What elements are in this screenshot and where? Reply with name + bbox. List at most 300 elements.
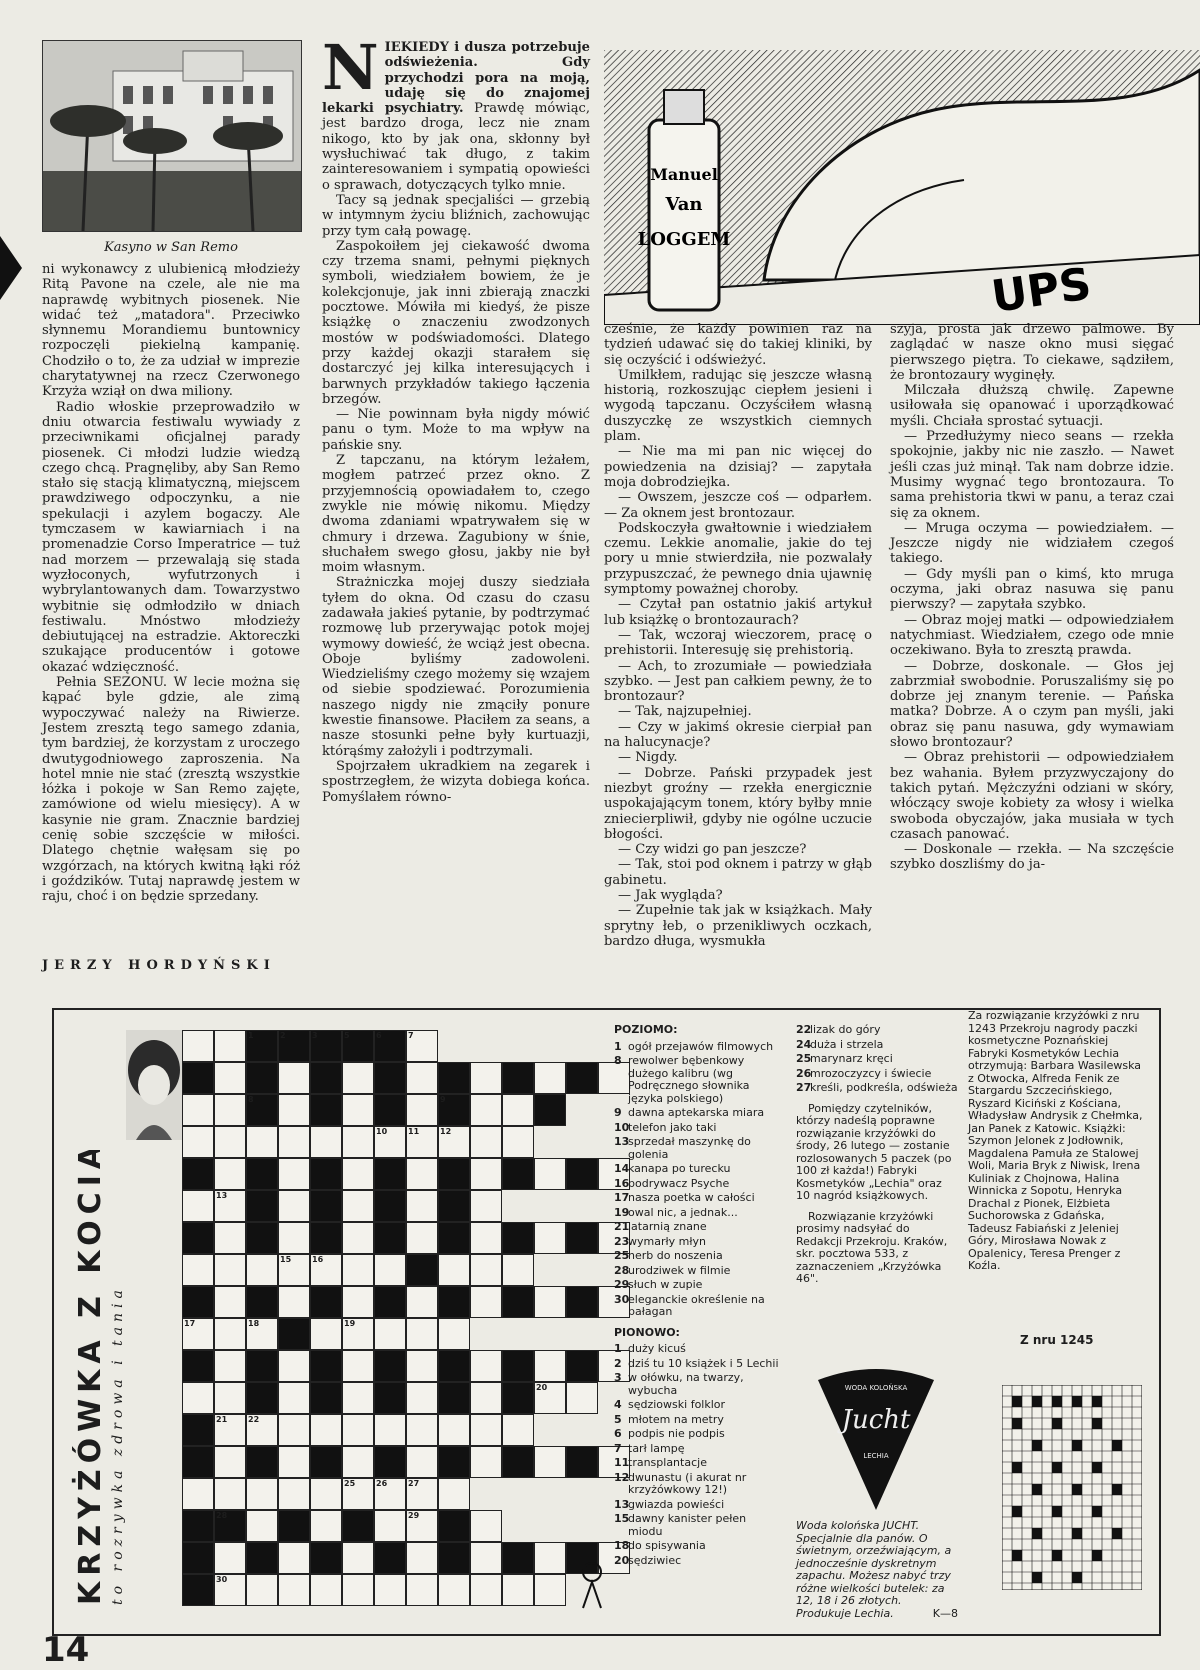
- story-paragraph: — Doskonale — rzekła. — Na szczęście szybko doszliśmy do ja-: [890, 842, 1174, 873]
- cell-number: 15: [280, 1255, 292, 1264]
- crossword-cell[interactable]: [470, 1574, 502, 1606]
- clue-item: [614, 1107, 784, 1120]
- winners-list: [968, 1010, 1144, 1273]
- clue-text: sędziwiec: [628, 1553, 682, 1567]
- crossword-cell[interactable]: [278, 1126, 310, 1158]
- crossword-cell[interactable]: [342, 1126, 374, 1158]
- poziomo-heading: POZIOMO:: [614, 1023, 678, 1036]
- clue-number: 25: [796, 1052, 812, 1065]
- page-arrow-marker: [0, 236, 22, 300]
- crossword-cell[interactable]: [470, 1350, 502, 1382]
- crossword-cell[interactable]: [406, 1382, 438, 1414]
- crossword-cell[interactable]: [566, 1382, 598, 1414]
- crossword-cell[interactable]: [470, 1094, 502, 1126]
- crossword-cell[interactable]: [342, 1414, 374, 1446]
- crossword-cell[interactable]: [534, 1446, 566, 1478]
- clue-item: [614, 1250, 784, 1263]
- crossword-cell[interactable]: [502, 1574, 534, 1606]
- black-square: [246, 1446, 278, 1478]
- black-square: [342, 1030, 374, 1062]
- crossword-cell[interactable]: [534, 1350, 566, 1382]
- story-lead: IEKIEDY i dusza potrzebuje odświeżenia. Gdy przychodzi pora na moją, udaję się do znajomej lekarki psychiatry.: [322, 40, 590, 117]
- story-paragraph: — Tak, stoi pod oknem i patrzy w głąb gabinetu.: [604, 857, 872, 888]
- crossword-cell[interactable]: [246, 1574, 278, 1606]
- black-square: [310, 1158, 342, 1190]
- crossword-cell[interactable]: [278, 1382, 310, 1414]
- crossword-cell[interactable]: [214, 1030, 246, 1062]
- clue-number: 23: [614, 1234, 630, 1248]
- crossword-cell[interactable]: [502, 1094, 534, 1126]
- crossword-cell[interactable]: [406, 1062, 438, 1094]
- crossword-cell[interactable]: [342, 1286, 374, 1318]
- crossword-cell[interactable]: [374, 1414, 406, 1446]
- crossword-cell[interactable]: [182, 1254, 214, 1286]
- cell-number: 8: [248, 1095, 254, 1104]
- crossword-cell[interactable]: [502, 1126, 534, 1158]
- black-square: [310, 1222, 342, 1254]
- crossword-cell[interactable]: [310, 1574, 342, 1606]
- story-paragraph: — Tak, najzupełniej.: [618, 704, 752, 720]
- crossword-cell[interactable]: [214, 1478, 246, 1510]
- cell-number: 10: [376, 1127, 388, 1136]
- cell-number: 25: [344, 1479, 356, 1488]
- cell-number: 27: [408, 1479, 420, 1488]
- clue-item: [614, 1163, 784, 1176]
- clue-text: słuch w zupie: [628, 1278, 703, 1291]
- clue-number: 26: [796, 1066, 812, 1080]
- crossword-cell[interactable]: [214, 1414, 246, 1446]
- crossword-title-vertical: [70, 1150, 130, 1610]
- crossword-cell[interactable]: [278, 1478, 310, 1510]
- crossword-cell[interactable]: [342, 1094, 374, 1126]
- crossword-cell[interactable]: [278, 1350, 310, 1382]
- black-square: [182, 1350, 214, 1382]
- story-paragraph: Tacy są jednak specjaliści — grzebią w intymnym życiu bliźnich, zachowując przy tym całą powagę.: [322, 192, 590, 239]
- crossword-cell[interactable]: [182, 1318, 214, 1350]
- crossword-cell[interactable]: [214, 1222, 246, 1254]
- story-paragraph: — Przedłużymy nieco seans — rzekła spokojnie, jakby nic nie zaszło. — Nawet jeśli czas już minął. Tak nam dobrze idzie. Musimy wygnać tego brontozaura. To sama prehistoria tkwi w panu, a teraz czai się za oknem.: [890, 429, 1174, 521]
- black-square: [246, 1350, 278, 1382]
- clue-item: [614, 1041, 784, 1054]
- story-paragraph: szyja, prosta jak drzewo palmowe. By zaglądać w nasze okno musi sięgać pierwszego piętra. To ciekawe, sądziłem, że brontozaury wyginęły.: [890, 322, 1174, 383]
- crossword-cell[interactable]: [438, 1478, 470, 1510]
- crossword-cell[interactable]: [278, 1062, 310, 1094]
- black-square: [246, 1062, 278, 1094]
- clue-item: [796, 1053, 958, 1066]
- crossword-cell[interactable]: [406, 1094, 438, 1126]
- crossword-cell[interactable]: [182, 1190, 214, 1222]
- crossword-cell[interactable]: [438, 1126, 470, 1158]
- black-square: [182, 1574, 214, 1606]
- story-paragraph: — Ach, to zrozumiałe — powiedziała szybko. — Jest pan całkiem pewny, że to brontozaur?: [604, 658, 872, 705]
- black-square: [246, 1094, 278, 1126]
- clue-text: podrywacz Psyche: [628, 1176, 730, 1190]
- crossword-cell[interactable]: [406, 1318, 438, 1350]
- crossword-cell[interactable]: [310, 1254, 342, 1286]
- crossword-cell[interactable]: [470, 1158, 502, 1190]
- crossword-cell[interactable]: [534, 1222, 566, 1254]
- crossword-cell[interactable]: [310, 1318, 342, 1350]
- crossword-cell[interactable]: [374, 1574, 406, 1606]
- crossword-cell[interactable]: [310, 1510, 342, 1542]
- clue-item: [614, 1457, 784, 1470]
- clue-text: duży kicuś: [628, 1342, 686, 1355]
- crossword-cell[interactable]: [534, 1574, 566, 1606]
- clue-number: 27: [796, 1081, 812, 1094]
- crossword-cell[interactable]: [246, 1478, 278, 1510]
- black-square: [182, 1062, 214, 1094]
- crossword-cell[interactable]: [534, 1062, 566, 1094]
- clue-item: [614, 1279, 784, 1292]
- clue-number: 5: [614, 1412, 622, 1426]
- crossword-title: KRZYŻÓWKA Z KOCIAKIEM: [73, 1150, 108, 1605]
- crossword-cell[interactable]: [470, 1062, 502, 1094]
- left-article: [42, 262, 300, 904]
- crossword-cell[interactable]: [182, 1126, 214, 1158]
- story-column-1: [322, 31, 590, 805]
- kitten-portrait: [126, 1030, 182, 1140]
- crossword-cell[interactable]: [342, 1062, 374, 1094]
- story-paragraph: Zaspokoiłem jej ciekawość dwoma czy trzema snami, pełnymi pięknych symboli, wiedziałem bowiem, że je kolekcjonuje, jak inni zbierają znaczki pocztowe. Mówiła mi kiedyś, że pisze książkę o znaczeniu zwodzonych mostów w podświadomości. Dlatego przy każdej okazji starałem się dostarczyć jej kilka interesujących i barwnych przykładów takiego łączenia brzegów.: [322, 238, 590, 407]
- clue-number: 1: [614, 1039, 622, 1053]
- crossword-cell[interactable]: [214, 1158, 246, 1190]
- clue-text: lizak do góry: [810, 1023, 881, 1036]
- clue-number: 22: [796, 1023, 812, 1036]
- cell-number: 22: [248, 1415, 260, 1424]
- clue-item: [614, 1428, 784, 1441]
- crossword-cell[interactable]: [342, 1222, 374, 1254]
- crossword-cell[interactable]: [406, 1414, 438, 1446]
- story-paragraph: — Zupełnie tak jak w książkach. Mały sprytny łeb, o przenikliwych oczkach, bardzo długa, wysmukła: [604, 903, 872, 949]
- clue-text: urodziwek w filmie: [628, 1263, 731, 1277]
- crossword-cell[interactable]: [278, 1222, 310, 1254]
- crossword-cell[interactable]: [182, 1382, 214, 1414]
- crossword-cell[interactable]: [214, 1062, 246, 1094]
- crossword-cell[interactable]: [246, 1254, 278, 1286]
- crossword-cell[interactable]: [214, 1126, 246, 1158]
- crossword-cell[interactable]: [342, 1350, 374, 1382]
- crossword-cell[interactable]: [470, 1126, 502, 1158]
- crossword-cell[interactable]: [470, 1446, 502, 1478]
- crossword-cell[interactable]: [406, 1190, 438, 1222]
- author-signature: JERZY HORDYŃSKI: [42, 958, 276, 973]
- crossword-cell[interactable]: [310, 1478, 342, 1510]
- crossword-cell[interactable]: [534, 1286, 566, 1318]
- jucht-ad: [806, 1360, 946, 1520]
- black-square: [182, 1414, 214, 1446]
- crossword-cell[interactable]: [182, 1030, 214, 1062]
- crossword-cell[interactable]: [374, 1126, 406, 1158]
- crossword-cell[interactable]: [278, 1446, 310, 1478]
- black-square: [502, 1446, 534, 1478]
- clue-text: transplantacje: [628, 1456, 707, 1469]
- crossword-cell[interactable]: [374, 1254, 406, 1286]
- story-paragraph: — Dobrze. Pański przypadek jest niezbyt groźny — rzekła energicznie uspokajającym tonem, który byłby mnie zniecierpliwił, gdyby nie ogólne uczucie błogości.: [604, 765, 872, 842]
- cell-number: 29: [408, 1511, 420, 1520]
- clue-number: 13: [614, 1135, 630, 1148]
- clue-text: sędziowski folklor: [628, 1398, 726, 1411]
- crossword-cell[interactable]: [406, 1542, 438, 1574]
- clue-text: tarł lampę: [628, 1441, 685, 1455]
- crossword-cell[interactable]: [278, 1094, 310, 1126]
- black-square: [406, 1254, 438, 1286]
- crossword-cell[interactable]: [374, 1510, 406, 1542]
- black-square: [374, 1062, 406, 1094]
- crossword-cell[interactable]: [246, 1510, 278, 1542]
- story-paragraph: cześnie, że każdy powinien raz na tydzień udawać się do takiej kliniki, by się oczyścić i odświeżyć.: [604, 322, 872, 368]
- clue-number: 24: [796, 1037, 812, 1051]
- black-square: [566, 1286, 598, 1318]
- crossword-cell[interactable]: [470, 1542, 502, 1574]
- ad-maker: LECHIA: [863, 1452, 889, 1460]
- black-square: [374, 1286, 406, 1318]
- black-square: [438, 1062, 470, 1094]
- story-paragraph: — Nie ma mi pan nic więcej do powiedzenia na dzisiaj? — zapytała moja dobrodziejka.: [604, 444, 872, 490]
- clue-number: 19: [614, 1205, 630, 1219]
- illustration: [604, 50, 1200, 325]
- crossword-cell[interactable]: [470, 1254, 502, 1286]
- clue-text: ogół przejawów filmowych: [628, 1039, 774, 1053]
- cell-number: 16: [312, 1255, 324, 1264]
- clue-text: podpis nie podpis: [628, 1427, 725, 1440]
- crossword-cell[interactable]: [470, 1286, 502, 1318]
- cell-number: 6: [376, 1031, 382, 1040]
- clue-item: [614, 1265, 784, 1278]
- left-paragraph: Radio włoskie przeprowadziło w dniu otwarcia festiwalu wywiady z przeciwnikami oficjalnej parady piosenek. Ci młodzi ludzie wiedzą czego chcą. Pragnęliby, aby San Remo stało się stacją klimatyczną, miejscem prawdziwego odpoczynku, a nie spekulacji i azylem bogaczy. Ale tymczasem w kawiarniach i na promenadzie Corso Imperatrice — tuż nad morzem — przewalają się stada wyzłoconych, wyfutrzonych i wybrylantowanych dam. Towarzystwo wybitnie się odmłodziło w dniach festiwalu. Mnóstwo młodzieży debiutującej na estradzie. Aktoreczki szukające producentów i gotowe okazać wdzięczność.: [42, 399, 300, 675]
- black-square: [310, 1062, 342, 1094]
- clue-number: 8: [614, 1054, 622, 1067]
- crossword-cell[interactable]: [438, 1318, 470, 1350]
- black-square: [438, 1446, 470, 1478]
- crossword-cell[interactable]: [278, 1542, 310, 1574]
- black-square: [438, 1158, 470, 1190]
- crossword-cell[interactable]: [214, 1094, 246, 1126]
- crossword-cell[interactable]: [502, 1414, 534, 1446]
- clue-text: gwiazda powieści: [628, 1497, 725, 1511]
- clue-item: [614, 1358, 784, 1371]
- black-square: [182, 1542, 214, 1574]
- crossword-cell[interactable]: [214, 1190, 246, 1222]
- black-square: [502, 1062, 534, 1094]
- crossword-cell[interactable]: [470, 1414, 502, 1446]
- black-square: [310, 1190, 342, 1222]
- clue-item: [614, 1499, 784, 1512]
- crossword-cell[interactable]: [342, 1478, 374, 1510]
- crossword-cell[interactable]: [214, 1350, 246, 1382]
- black-square: [310, 1446, 342, 1478]
- black-square: [310, 1382, 342, 1414]
- clues-column-1: [614, 1022, 784, 1569]
- crossword-cell[interactable]: [470, 1510, 502, 1542]
- black-square: [182, 1446, 214, 1478]
- clue-text: telefon jako taki: [628, 1120, 717, 1134]
- crossword-cell[interactable]: [278, 1414, 310, 1446]
- clue-item: [614, 1414, 784, 1427]
- black-square: [438, 1190, 470, 1222]
- crossword-cell[interactable]: [374, 1478, 406, 1510]
- black-square: [246, 1542, 278, 1574]
- crossword-cell[interactable]: [374, 1318, 406, 1350]
- clue-number: 2: [614, 1356, 622, 1370]
- crossword-subtitle: to rozrywka zdrowa i tania: [110, 1285, 126, 1605]
- crossword-cell[interactable]: [342, 1254, 374, 1286]
- cartoon-figure: [575, 1560, 609, 1610]
- black-square: [278, 1510, 310, 1542]
- crossword-cell[interactable]: [214, 1574, 246, 1606]
- clue-number: 4: [614, 1398, 622, 1411]
- story-paragraph: — Obraz mojej matki — odpowiedziałem natychmiast. Wiedziałem, czego ode mnie oczekiwano. Była to zresztą prawda.: [890, 612, 1174, 659]
- clue-text: wymarły młyn: [628, 1234, 706, 1248]
- story-paragraph: — Czy w jakimś okresie cierpiał pan na halucynacje?: [604, 719, 872, 751]
- clues-column-2: [796, 1022, 958, 1286]
- crossword-cell[interactable]: [214, 1254, 246, 1286]
- story-paragraph: — Czy widzi go pan jeszcze?: [618, 842, 807, 858]
- black-square: [342, 1510, 374, 1542]
- black-square: [374, 1094, 406, 1126]
- crossword-cell[interactable]: [406, 1158, 438, 1190]
- crossword-cell[interactable]: [438, 1414, 470, 1446]
- crossword-cell[interactable]: [182, 1478, 214, 1510]
- clue-number: 11: [614, 1456, 630, 1469]
- cell-number: 20: [536, 1383, 548, 1392]
- cell-number: 28: [216, 1511, 228, 1520]
- black-square: [310, 1286, 342, 1318]
- crossword-cell[interactable]: [310, 1126, 342, 1158]
- black-square: [278, 1318, 310, 1350]
- black-square: [182, 1286, 214, 1318]
- clue-number: 16: [614, 1176, 630, 1190]
- black-square: [246, 1286, 278, 1318]
- crossword-cell[interactable]: [278, 1254, 310, 1286]
- black-square: [182, 1222, 214, 1254]
- cell-number: 1: [248, 1031, 254, 1040]
- clue-text: dwunastu (i akurat nr krzyżówkowy 12!): [628, 1470, 747, 1496]
- crossword-cell[interactable]: [406, 1478, 438, 1510]
- clue-number: 30: [614, 1292, 630, 1306]
- crossword-cell[interactable]: [214, 1286, 246, 1318]
- clue-item: [614, 1221, 784, 1234]
- crossword-cell[interactable]: [214, 1542, 246, 1574]
- clue-text: marynarz kręci: [810, 1052, 893, 1065]
- crossword-cell[interactable]: [342, 1574, 374, 1606]
- crossword-cell[interactable]: [406, 1222, 438, 1254]
- clue-item: [796, 1082, 958, 1095]
- clue-item: [614, 1178, 784, 1191]
- story-paragraph: — Czytał pan ostatnio jakiś artykuł lub książkę o brontozaurach?: [604, 597, 872, 628]
- cell-number: 9: [440, 1095, 446, 1104]
- crossword-cell[interactable]: [214, 1318, 246, 1350]
- crossword-cell[interactable]: [214, 1446, 246, 1478]
- crossword-cell[interactable]: [278, 1158, 310, 1190]
- story-paragraph: — Gdy myśli pan o kimś, kto mruga oczyma, jaki obraz nasuwa się panu pierwszy? — zapytała szybko.: [890, 566, 1174, 613]
- crossword-cell[interactable]: [406, 1286, 438, 1318]
- crossword-cell[interactable]: [310, 1414, 342, 1446]
- clue-text: herb do noszenia: [628, 1249, 723, 1262]
- crossword-cell[interactable]: [278, 1286, 310, 1318]
- black-square: [502, 1222, 534, 1254]
- crossword-cell[interactable]: [470, 1222, 502, 1254]
- pionowo-heading: PIONOWO:: [614, 1325, 680, 1339]
- ad-copy: [796, 1520, 958, 1620]
- crossword-cell[interactable]: [214, 1382, 246, 1414]
- black-square: [374, 1030, 406, 1062]
- clue-text: eleganckie określenie na bałagan: [628, 1292, 765, 1318]
- black-square: [182, 1158, 214, 1190]
- crossword-cell[interactable]: [342, 1158, 374, 1190]
- story-paragraph: — Nie powinnam była nigdy mówić panu o tym. Może to ma wpływ na pańskie sny.: [322, 407, 590, 453]
- can-label-1: Manuel: [650, 165, 718, 184]
- crossword-cell[interactable]: [342, 1542, 374, 1574]
- cell-number: 7: [408, 1031, 414, 1040]
- story-paragraph: Spojrzałem ukradkiem na zegarek i spostrzegłem, że wizyta dobiega końca. Pomyślałem równo-: [322, 758, 590, 805]
- crossword-cell[interactable]: [502, 1254, 534, 1286]
- clue-text: dziś tu 10 książek i 5 Lechii: [628, 1356, 779, 1370]
- crossword-cell[interactable]: [470, 1382, 502, 1414]
- story-paragraph: — Dobrze, doskonale. — Głos jej zabrzmiał swobodnie. Poruszaliśmy się po dobrze jej znanym terenie. — Pańska matka? Dobrze. A o czym pan myśli, jaki obraz się panu nasuwa, gdy wymawiam słowo brontozaur?: [890, 658, 1174, 751]
- crossword-cell[interactable]: [438, 1254, 470, 1286]
- crossword-cell[interactable]: [534, 1158, 566, 1190]
- cell-number: 30: [216, 1575, 228, 1584]
- clue-number: 28: [614, 1263, 630, 1277]
- crossword-cell[interactable]: [406, 1350, 438, 1382]
- story-paragraph: — Jak wygląda?: [618, 887, 723, 903]
- crossword-cell[interactable]: [534, 1542, 566, 1574]
- crossword-cell[interactable]: [246, 1126, 278, 1158]
- clue-text: w ołówku, na twarzy, wybucha: [628, 1371, 744, 1397]
- left-paragraph: Pełnia SEZONU. W lecie można się kąpać byle gdzie, ale zimą wypoczywać należy na Riwierze. Jestem zresztą tego samego zdania, tym bardziej, że korzystam z uroczego dwutygodniowego zaproszenia. Na hotel mnie nie stać (zresztą wszystkie łóżka i pokoje w San Remo zajęte, zamówione od wielu miesięcy). A w kasynie nie gram. Znacznie bardziej cenię sobie szczęście w miłości. Dlatego chętnie wałęsam się po wzgórzach, na których kwitną łąki róż i goździków. Tutaj naprawdę jestem w raju, choć i on będzie sprzedany.: [42, 675, 300, 905]
- black-square: [310, 1350, 342, 1382]
- crossword-cell[interactable]: [342, 1318, 374, 1350]
- ad-text: Woda kolońska JUCHT. Specjalnie dla panów. O świetnym, orzeźwiającym, a jednocześnie dyskretnym zapachu. Możesz nabyć trzy różne wielkości butelek: za 12, 18 i 26 złotych. Produkuje Lechia.: [796, 1519, 952, 1620]
- left-paragraph: ni wykonawcy z ulubienicą młodzieży Ritą Pavone na czele, ale nie ma naprawdę wybitnych piosenek. Nie widać też „matadora". Przeciwko słynnemu Morandiemu buntownicy rozpoczęli piekielną kampanię. Chodziło o to, że za udział w imprezie charytatywnej na rzecz Czerwonego Krzyża wziął on dwa miliony.: [42, 262, 300, 400]
- crossword-cell[interactable]: [342, 1446, 374, 1478]
- ad-code: K—8: [932, 1606, 958, 1620]
- black-square: [566, 1222, 598, 1254]
- black-square: [278, 1030, 310, 1062]
- crossword-cell[interactable]: [278, 1574, 310, 1606]
- clue-item: [614, 1372, 784, 1397]
- crossword-cell[interactable]: [470, 1190, 502, 1222]
- crossword-cell[interactable]: [342, 1190, 374, 1222]
- crossword-cell[interactable]: [246, 1318, 278, 1350]
- story-paragraph: — Nigdy.: [618, 750, 678, 766]
- story-lead-rest: Prawdę mówiąc, jest bardzo droga, lecz nie znam nikogo, kto by jak ona, skłonny był wysłuchiwać tak długo, z takim zainteresowaniem i sympatią opowieści o sprawach, dotyczących tylko mnie.: [322, 101, 590, 193]
- ad-brand: Jucht: [841, 1405, 911, 1435]
- crossword-cell[interactable]: [406, 1030, 438, 1062]
- black-square: [374, 1190, 406, 1222]
- crossword-cell[interactable]: [406, 1574, 438, 1606]
- crossword-cell[interactable]: [182, 1094, 214, 1126]
- cell-number: 2: [280, 1031, 286, 1040]
- crossword-cell[interactable]: [278, 1190, 310, 1222]
- clue-item: [614, 1294, 784, 1319]
- black-square: [374, 1350, 406, 1382]
- crossword-cell[interactable]: [342, 1382, 374, 1414]
- crossword-cell[interactable]: [406, 1446, 438, 1478]
- black-square: [438, 1510, 470, 1542]
- crossword-cell[interactable]: [534, 1382, 566, 1414]
- clue-item: [614, 1192, 784, 1205]
- crossword-cell[interactable]: [438, 1574, 470, 1606]
- crossword-cell[interactable]: [406, 1126, 438, 1158]
- winners-text: Za rozwiązanie krzyżówki z nru 1243 Przekroju nagrody paczki kosmetyczne Poznańskiej Fabryki Kosmetyków Lechia otrzymują: Barbara Wasilewska z Otwocka, Alfreda Fenik ze Stargardu Szczecińskiego, Ryszard Kiciński z Kościana, Władysław Andrysik z Chełmka, Jan Panek z Katowic. Książki: Szymon Jelonek z Jodłownik, Magdalena Pamuła ze Stalowej Woli, Maria Bryk z Niwisk, Irena Kuliniak z Chojnowa, Halina Winnicka z Sopotu, Henryka Drachal z Pionek, Elżbieta Suchorowska z Gdańska, Tadeusz Fabiański z Jeleniej Góry, Mirosława Nowak z Opalenicy, Teresa Prenger z Koźla.: [968, 1009, 1143, 1272]
- clue-number: 3: [614, 1371, 622, 1384]
- crossword-cell[interactable]: [246, 1414, 278, 1446]
- page-number: 14: [42, 1630, 90, 1670]
- crossword-cell[interactable]: [406, 1510, 438, 1542]
- black-square: [534, 1094, 566, 1126]
- can-label-2: Van: [665, 194, 703, 215]
